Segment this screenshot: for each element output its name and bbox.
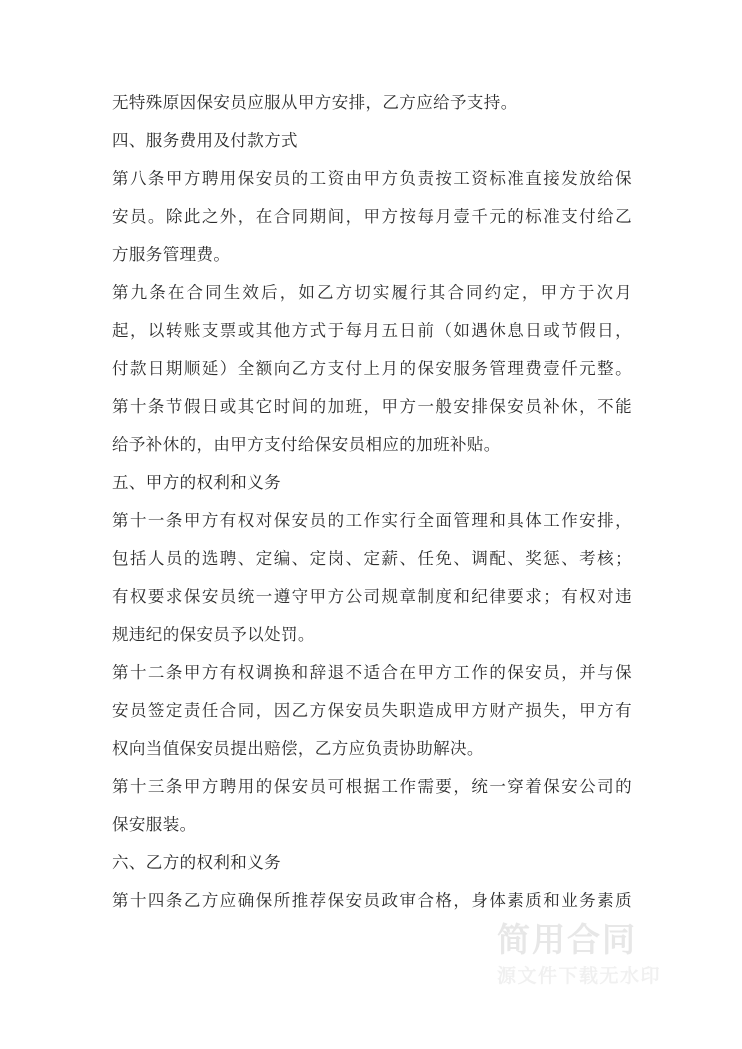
text-line: 方服务管理费。 — [112, 245, 231, 264]
section-heading: 六、乙方的权利和义务 — [112, 853, 281, 872]
text-line: 给予补休的，由甲方支付给保安员相应的加班补贴。 — [112, 435, 501, 454]
text-line: 第十一条甲方有权对保安员的工作实行全面管理和具体工作安排， — [112, 511, 632, 530]
text-line: 第十条节假日或其它时间的加班，甲方一般安排保安员补休，不能 — [112, 397, 632, 416]
text-line: 有权要求保安员统一遵守甲方公司规章制度和纪律要求；有权对违 — [112, 587, 632, 606]
text-line: 保安服装。 — [112, 815, 197, 834]
section-heading: 五、甲方的权利和义务 — [112, 473, 281, 492]
watermark — [497, 920, 727, 1000]
text-line: 第八条甲方聘用保安员的工资由甲方负责按工资标准直接发放给保 — [112, 169, 632, 188]
text-line: 起，以转账支票或其他方式于每月五日前（如遇休息日或节假日， — [112, 321, 632, 340]
text-line: 安员签定责任合同，因乙方保安员失职造成甲方财产损失，甲方有 — [112, 701, 632, 720]
text-line: 安员。除此之外，在合同期间，甲方按每月壹千元的标准支付给乙 — [112, 207, 632, 226]
text-line: 付款日期顺延）全额向乙方支付上月的保安服务管理费壹仟元整。 — [112, 359, 632, 378]
watermark-main-text: 简用合同 — [497, 920, 637, 959]
text-line: 第九条在合同生效后，如乙方切实履行其合同约定，甲方于次月 — [112, 283, 632, 302]
document-text-body — [112, 84, 632, 920]
text-line: 无特殊原因保安员应服从甲方安排，乙方应给予支持。 — [112, 93, 518, 112]
text-line: 第十三条甲方聘用的保安员可根据工作需要，统一穿着保安公司的 — [112, 777, 632, 796]
text-line: 权向当值保安员提出赔偿，乙方应负责协助解决。 — [112, 739, 484, 758]
text-line: 第十四条乙方应确保所推荐保安员政审合格，身体素质和业务素质 — [112, 891, 632, 910]
text-line: 第十二条甲方有权调换和辞退不适合在甲方工作的保安员，并与保 — [112, 663, 632, 682]
section-heading: 四、服务费用及付款方式 — [112, 131, 298, 150]
text-line: 规违纪的保安员予以处罚。 — [112, 625, 315, 644]
text-line: 包括人员的选聘、定编、定岗、定薪、任免、调配、奖惩、考核； — [112, 549, 632, 568]
watermark-sub-text: 源文件下载无水印 — [497, 965, 662, 987]
